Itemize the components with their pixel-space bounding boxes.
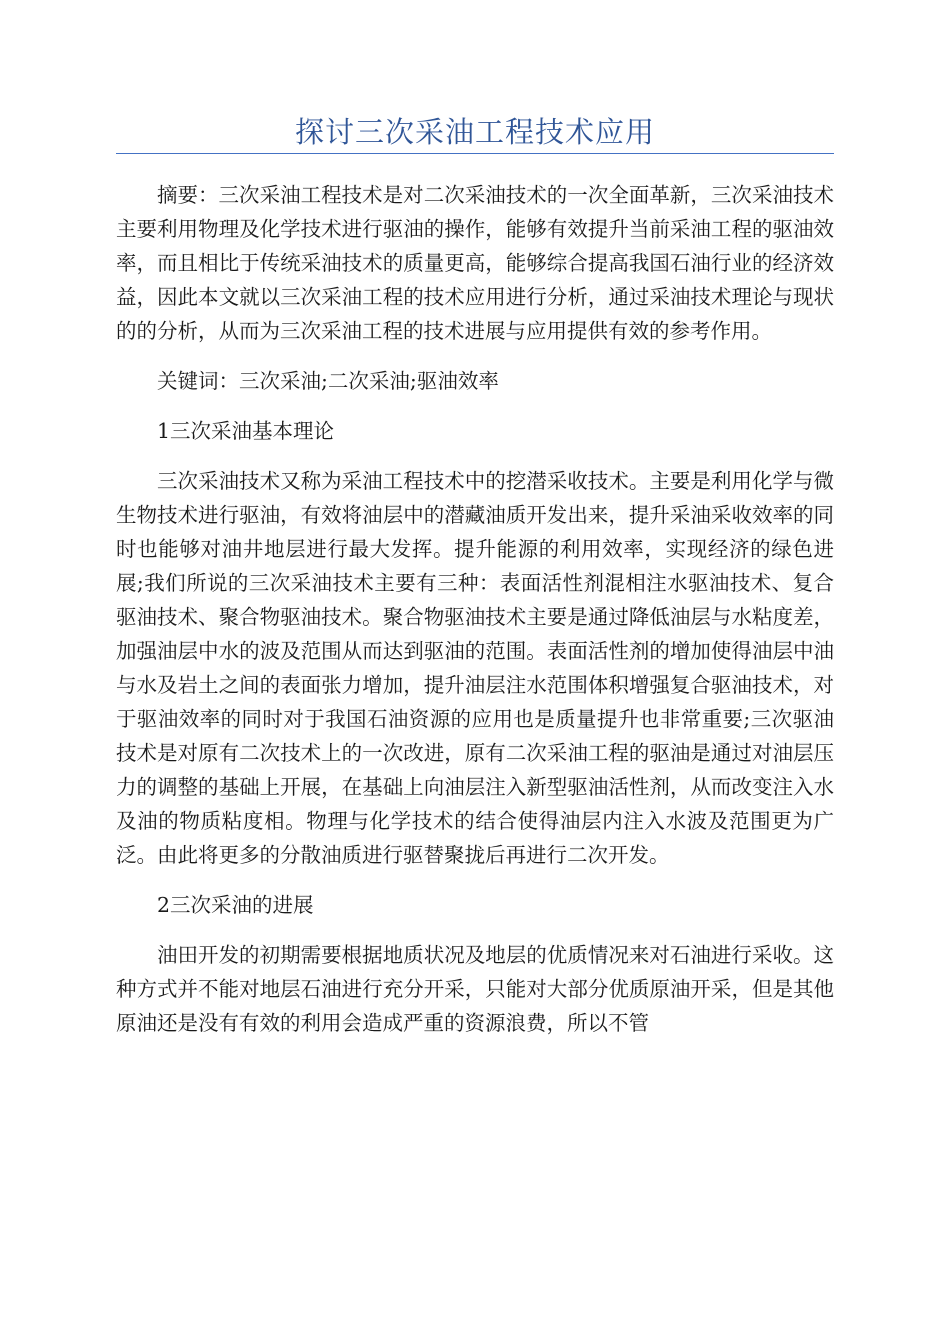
abstract-paragraph: 摘要：三次采油工程技术是对二次采油技术的一次全面革新，三次采油技术主要利用物理及化学技术进行驱油的操作，能够有效提升当前采油工程的驱油效率，而且相比于传统采油技术的质量更高，能够综合提高我国石油行业的经济效益，因此本文就以三次采油工程的技术应用进行分析，通过采油技术理论与现状的的分析，从而为三次采油工程的技术进展与应用提供有效的参考作用。 bbox=[116, 183, 834, 343]
document-body bbox=[116, 178, 834, 1056]
section-1-heading: 1三次采油基本理论 bbox=[157, 419, 335, 443]
document-title: 探讨三次采油工程技术应用 bbox=[294, 115, 655, 149]
section-1-paragraph: 三次采油技术又称为采油工程技术中的挖潜采收技术。主要是利用化学与微生物技术进行驱油，有效将油层中的潜藏油质开发出来，提升采油采收效率的同时也能够对油井地层进行最大发挥。提升能源的利用效率，实现经济的绿色进展;我们所说的三次采油技术主要有三种：表面活性剂混相注水驱油技术、复合驱油技术、聚合物驱油技术。聚合物驱油技术主要是通过降低油层与水粘度差，加强油层中水的波及范围从而达到驱油的范围。表面活性剂的增加使得油层中油与水及岩土之间的表面张力增加，提升油层注水范围体积增强复合驱油技术，对于驱油效率的同时对于我国石油资源的应用也是质量提升也非常重要;三次驱油技术是对原有二次技术上的一次改进，原有二次采油工程的驱油是通过对油层压力的调整的基础上开展，在基础上向油层注入新型驱油活性剂，从而改变注入水及油的物质粘度相。物理与化学技术的结合使得油层内注入水波及范围更为广泛。由此将更多的分散油质进行驱替聚拢后再进行二次开发。 bbox=[116, 469, 834, 867]
keywords-line: 关键词：三次采油;二次采油;驱油效率 bbox=[157, 369, 499, 393]
section-2-paragraph: 油田开发的初期需要根据地质状况及地层的优质情况来对石油进行采收。这种方式并不能对地层石油进行充分开采，只能对大部分优质原油开采，但是其他原油还是没有有效的利用会造成严重的资源浪费，所以不管 bbox=[116, 943, 834, 1035]
title-underline bbox=[116, 153, 834, 154]
section-2-heading: 2三次采油的进展 bbox=[157, 893, 314, 917]
